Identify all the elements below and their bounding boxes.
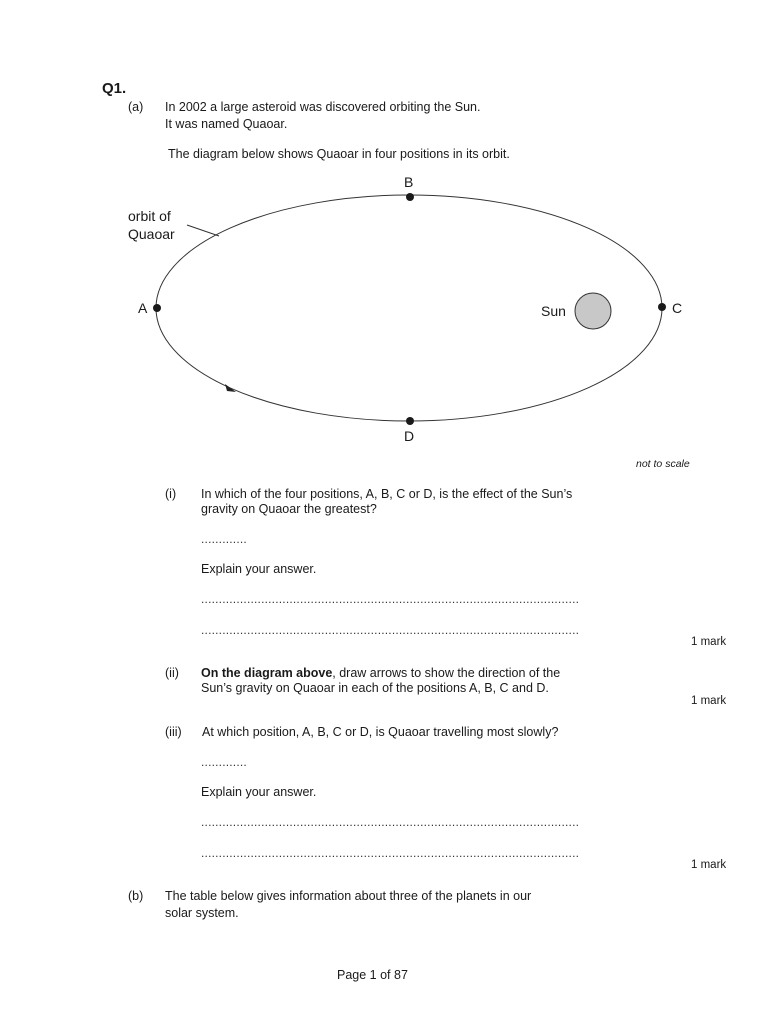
sub-i-mark: 1 mark <box>691 636 727 648</box>
sub-iii-explain-prompt: Explain your answer. <box>201 785 317 799</box>
not-to-scale-note: not to scale <box>636 458 690 470</box>
orbit-label-line-1: orbit of <box>128 208 171 224</box>
sub-iii-label: (iii) <box>165 725 182 739</box>
sub-i-line-1: In which of the four positions, A, B, C or D, is the effect of the Sun’s <box>201 487 573 501</box>
sub-i-explain-line-1[interactable]: ........................................................................................................... <box>201 592 580 606</box>
orbit-label-line-2: Quaoar <box>128 226 175 242</box>
sub-ii-mark: 1 mark <box>691 695 727 707</box>
diagram-intro: The diagram below shows Quaoar in four positions in its orbit. <box>168 147 510 161</box>
sub-ii-line-1-rest: , draw arrows to show the direction of the <box>332 666 561 680</box>
position-b-dot <box>406 193 414 201</box>
position-d-label: D <box>404 428 415 444</box>
sun-label: Sun <box>541 303 566 319</box>
position-a-label: A <box>138 300 148 316</box>
sub-ii-label: (ii) <box>165 666 179 680</box>
position-d-dot <box>406 417 414 425</box>
orbit-label-pointer <box>187 225 219 236</box>
direction-arrow <box>225 384 236 392</box>
part-a-line-2: It was named Quaoar. <box>165 117 288 131</box>
position-c-dot <box>658 303 666 311</box>
sub-ii-line-2: Sun’s gravity on Quaoar in each of the positions A, B, C and D. <box>201 681 549 695</box>
sun-circle <box>575 293 611 329</box>
part-b-line-2: solar system. <box>165 906 239 920</box>
part-b-label: (b) <box>128 889 144 903</box>
position-a-dot <box>153 304 161 312</box>
sub-i-explain-line-2[interactable]: ........................................................................................................... <box>201 623 580 637</box>
part-a-label: (a) <box>128 100 144 114</box>
position-b-label: B <box>404 174 414 190</box>
part-a-line-1: In 2002 a large asteroid was discovered orbiting the Sun. <box>165 100 481 114</box>
sub-iii-explain-line-1[interactable]: ........................................................................................................... <box>201 815 580 829</box>
sub-iii-explain-line-2[interactable]: ........................................................................................................... <box>201 846 580 860</box>
position-c-label: C <box>672 300 683 316</box>
sub-i-answer-space[interactable]: ............. <box>201 532 247 546</box>
sub-iii-mark: 1 mark <box>691 859 727 871</box>
sub-iii-line-1: At which position, A, B, C or D, is Quaoar travelling most slowly? <box>202 725 559 739</box>
orbit-diagram <box>0 160 768 480</box>
sub-ii-bold-lead: On the diagram above <box>201 666 333 680</box>
sub-iii-answer-space[interactable]: ............. <box>201 755 247 769</box>
question-number: Q1. <box>102 80 127 97</box>
sub-i-label: (i) <box>165 487 177 501</box>
sub-ii-line-1 <box>201 665 560 681</box>
page-number: Page 1 of 87 <box>337 968 408 982</box>
part-b-line-1: The table below gives information about three of the planets in our <box>165 889 532 903</box>
sub-i-explain-prompt: Explain your answer. <box>201 562 317 576</box>
sub-i-line-2: gravity on Quaoar the greatest? <box>201 502 377 516</box>
